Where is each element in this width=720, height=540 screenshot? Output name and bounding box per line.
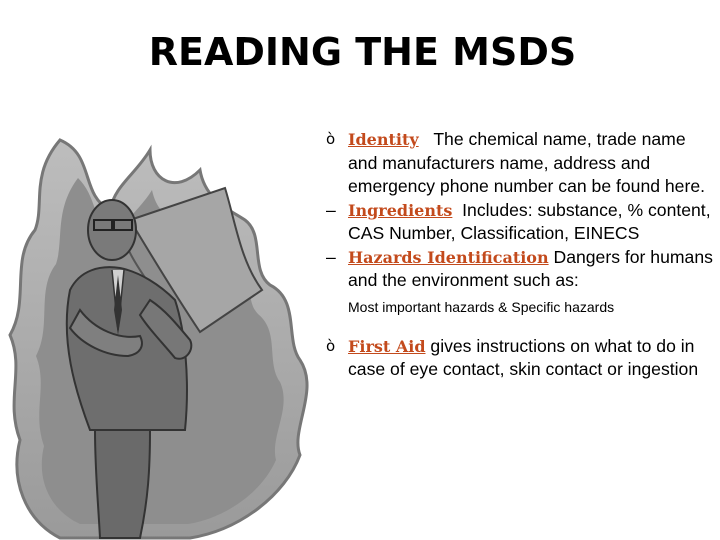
- bullet-identity: [326, 128, 718, 199]
- bullet-first-aid: [326, 335, 718, 382]
- identity-end: .: [700, 176, 706, 196]
- dash-ingredients: [326, 199, 718, 246]
- slide-title: READING THE MSDS: [148, 30, 577, 74]
- dash-hazards: [326, 246, 718, 293]
- keyword-identity: Identity: [348, 130, 419, 149]
- man-reading-document-illustration: [0, 100, 340, 540]
- bullet-arrow-icon: ò: [326, 336, 336, 355]
- keyword-first-aid: First Aid: [348, 336, 426, 356]
- first-aid-text: gives instructions on what to do in case of eye contact, skin contact or ingestion: [348, 335, 699, 379]
- bullet-arrow-icon: ò: [326, 130, 336, 148]
- keyword-ingredients: Ingredients: [348, 200, 453, 220]
- keyword-hazards-identification: Hazards Identification: [348, 247, 549, 267]
- hazards-detail: Most important hazards & Specific hazards: [348, 298, 615, 315]
- hazards-text: Dangers for humans and the environment such as:: [348, 246, 713, 290]
- slide-content: [326, 128, 718, 382]
- ingredients-text: Includes: substance, % content, CAS Number, Classification, EINECS: [348, 199, 711, 243]
- dash-marker: –: [326, 199, 336, 220]
- dash-marker: –: [326, 246, 336, 267]
- identity-text: The chemical name, trade name and manufacturers name, address and emergency phone number can be found here: [348, 129, 701, 196]
